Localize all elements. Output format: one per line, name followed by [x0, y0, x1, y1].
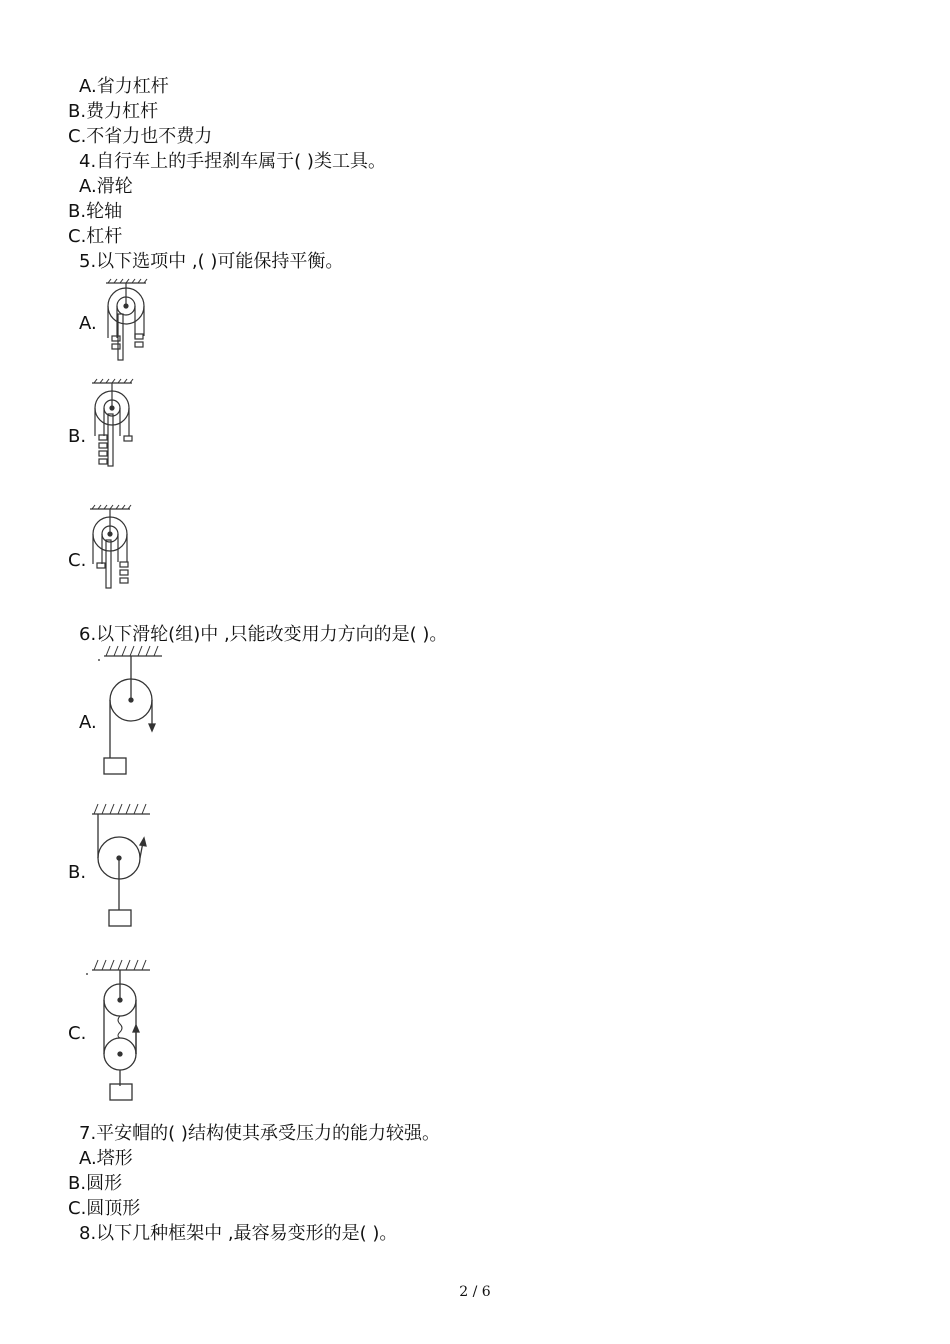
q7-stem: 7.平安帽的( )结构使其承受压力的能力较强。 — [79, 1123, 440, 1144]
q6-figure-c — [86, 956, 156, 1104]
q3-option-a: A.省力杠杆 — [79, 76, 169, 97]
q8-stem: 8.以下几种框架中 ,最容易变形的是( )。 — [79, 1223, 398, 1244]
q5-option-b: B. — [68, 426, 87, 447]
page-number: 2 / 6 — [459, 1284, 491, 1300]
q4-option-b: B.轮轴 — [68, 201, 123, 222]
q5-figure-b — [88, 378, 138, 470]
q6-stem: 6.以下滑轮(组)中 ,只能改变用力方向的是( )。 — [79, 624, 448, 645]
q5-option-c: C. — [68, 550, 87, 571]
q5-figure-a — [100, 278, 156, 364]
q6-option-c: C. — [68, 1023, 87, 1044]
q7-option-c: C.圆顶形 — [68, 1198, 141, 1219]
q4-stem: 4.自行车上的手捏刹车属于( )类工具。 — [79, 151, 386, 172]
q5-option-a: A. — [79, 313, 97, 334]
q6-figure-b — [88, 800, 158, 930]
q6-option-a: A. — [79, 712, 97, 733]
q3-option-c: C.不省力也不费力 — [68, 126, 213, 147]
q6-option-b: B. — [68, 862, 87, 883]
q7-option-b: B.圆形 — [68, 1173, 123, 1194]
q6-figure-a — [96, 644, 166, 776]
q5-figure-c — [88, 504, 138, 592]
q4-option-a: A.滑轮 — [79, 176, 133, 197]
q4-option-c: C.杠杆 — [68, 226, 123, 247]
q3-option-b: B.费力杠杆 — [68, 101, 159, 122]
q7-option-a: A.塔形 — [79, 1148, 133, 1169]
q5-stem: 5.以下选项中 ,( )可能保持平衡。 — [79, 251, 344, 272]
